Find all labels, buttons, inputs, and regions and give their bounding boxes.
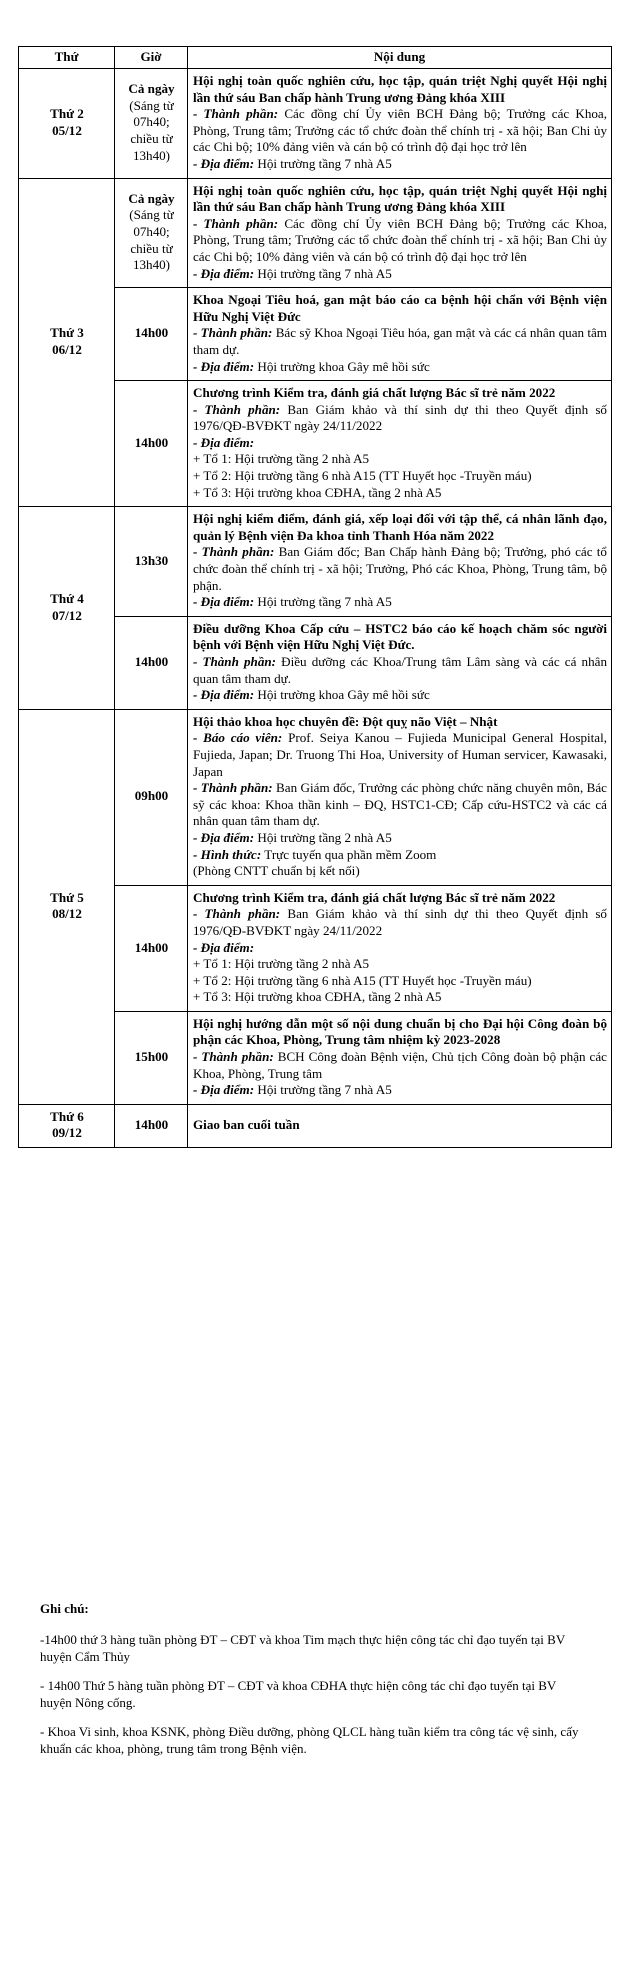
time-label: 14h00	[134, 939, 169, 955]
event-title: Hội nghị kiểm điểm, đánh giá, xếp loại đối với tập thể, cá nhân lãnh đạo, quản lý Bệnh viện Đa khoa tỉnh Thanh Hóa năm 2022	[193, 511, 607, 543]
participants-line: - Thành phần: Các đồng chí Ủy viên BCH Đảng bộ; Trưởng các Khoa, Phòng, Trung tâm; Trưởng các tổ chức đoàn thể chính trị - xã hội; Ban Chi ủy các Chi bộ; 10% đảng viên và cán bộ có trình độ đại học trở lên	[193, 106, 607, 155]
time-label: 14h00	[134, 1117, 169, 1133]
participants-line: - Thành phần: BCH Công đoàn Bệnh viện, Chủ tịch Công đoàn bộ phận các Khoa, Phòng, Trung tâm	[193, 1049, 607, 1081]
table-header-row	[19, 47, 612, 69]
content-cell	[188, 381, 612, 507]
content-cell	[188, 288, 612, 381]
location-line: - Địa điểm: Hội trường tầng 7 nhà A5	[193, 155, 392, 171]
event-title: Hội nghị hướng dẫn một số nội dung chuẩn bị cho Đại hội Công đoàn bộ phận các Khoa, Phòng, Trung tâm nhiệm kỳ 2023-2028	[193, 1015, 607, 1048]
event-title: Chương trình Kiểm tra, đánh giá chất lượng Bác sĩ trẻ năm 2022	[193, 889, 556, 905]
day-cell	[19, 1104, 115, 1147]
event-title: Khoa Ngoại Tiêu hoá, gan mật báo cáo ca bệnh hội chẩn với Bệnh viện Hữu Nghị Việt Đức	[193, 292, 607, 324]
schedule-table	[18, 46, 612, 1148]
table-row	[19, 709, 612, 885]
time-cell	[115, 1104, 188, 1147]
time-cell	[115, 616, 188, 709]
location-line: - Địa điểm:	[193, 939, 255, 955]
time-cell	[115, 507, 188, 617]
content-cell	[188, 1104, 612, 1147]
time-label: Cả ngày	[128, 190, 175, 206]
participants-line: - Thành phần: Ban Giám đốc; Ban Chấp hành Đảng bộ; Trưởng, phó các tổ chức đoàn thể chính trị - xã hội; Trưởng, Phó các Khoa, Phòng, Trung tâm, bộ phận.	[193, 544, 607, 593]
time-cell	[115, 178, 188, 288]
notes-title: Ghi chú:	[40, 1601, 89, 1616]
notes-section	[40, 1600, 580, 1769]
day-date: 09/12	[52, 1125, 82, 1141]
event-title: Hội nghị toàn quốc nghiên cứu, học tập, quán triệt Nghị quyết Hội nghị lần thứ sáu Ban chấp hành Trung ương Đảng khóa XIII	[193, 73, 607, 105]
event-title: Hội nghị toàn quốc nghiên cứu, học tập, quán triệt Nghị quyết Hội nghị lần thứ sáu Ban chấp hành Trung ương Đảng khóa XIII	[193, 182, 607, 215]
day-date: 06/12	[52, 341, 82, 357]
participants-line: - Thành phần: Điều dưỡng các Khoa/Trung tâm Lâm sàng và các cá nhân quan tâm tham dự.	[193, 654, 607, 686]
content-cell	[188, 709, 612, 885]
content-cell	[188, 616, 612, 709]
event-title: Điều dưỡng Khoa Cấp cứu – HSTC2 báo cáo kế hoạch chăm sóc người bệnh với Bệnh viện Hữu Nghị Việt Đức.	[193, 620, 607, 653]
location-sub-2: + Tổ 2: Hội trường tầng 6 nhà A15 (TT Huyết học -Truyền máu)	[193, 468, 532, 484]
time-cell	[115, 709, 188, 885]
format-note: (Phòng CNTT chuẩn bị kết nối)	[193, 863, 360, 879]
content-cell	[188, 1011, 612, 1104]
day-date: 05/12	[52, 122, 82, 138]
day-cell	[19, 709, 115, 1104]
day-date: 08/12	[52, 906, 82, 922]
presenter-line: - Báo cáo viên: Prof. Seiya Kanou – Fujieda Municipal General Hospital, Fujieda, Japan; Dr. Truong Thi Hoa, University of Human servicer, Kawasaki, Japan	[193, 730, 607, 779]
day-cell	[19, 178, 115, 507]
time-cell	[115, 885, 188, 1011]
event-title: Hội thảo khoa học chuyên đề: Đột quỵ não Việt – Nhật	[193, 713, 498, 729]
location-sub-1: + Tổ 1: Hội trường tầng 2 nhà A5	[193, 451, 370, 467]
location-line: - Địa điểm: Hội trường tầng 7 nhà A5	[193, 594, 392, 610]
participants-line: - Thành phần: Bác sỹ Khoa Ngoại Tiêu hóa, gan mật và các cá nhân quan tâm tham dự.	[193, 325, 607, 357]
day-label: Thứ 4	[50, 590, 84, 606]
time-label: 09h00	[134, 788, 169, 804]
header-time: Giờ	[115, 47, 188, 69]
event-title: Giao ban cuối tuần	[193, 1117, 300, 1133]
day-label: Thứ 2	[50, 106, 84, 122]
participants-line: - Thành phần: Ban Giám khảo và thí sinh dự thi theo Quyết định số 1976/QĐ-BVĐKT ngày 24/11/2022	[193, 401, 607, 434]
table-row	[19, 507, 612, 617]
participants-line: - Thành phần: Ban Giám đốc, Trưởng các phòng chức năng chuyên môn, Bác sỹ các khoa: Khoa thần kinh – ĐQ, HSTC1-CĐ; Cấp cứu-HSTC2 và các cá nhân quan tâm tham dự.	[193, 780, 607, 829]
time-cell	[115, 288, 188, 381]
time-label: 15h00	[134, 1049, 169, 1065]
location-line: - Địa điểm: Hội trường khoa Gây mê hồi sức	[193, 358, 430, 374]
location-sub-3: + Tổ 3: Hội trường khoa CĐHA, tầng 2 nhà A5	[193, 989, 442, 1005]
time-label: 14h00	[134, 434, 169, 450]
location-line: - Địa điểm:	[193, 434, 255, 450]
day-label: Thứ 5	[50, 889, 84, 905]
table-row	[19, 69, 612, 179]
header-content: Nội dung	[188, 47, 612, 69]
day-date: 07/12	[52, 607, 82, 623]
location-sub-3: + Tổ 3: Hội trường khoa CĐHA, tầng 2 nhà A5	[193, 484, 442, 500]
day-label: Thứ 3	[50, 325, 84, 341]
event-title: Chương trình Kiểm tra, đánh giá chất lượng Bác sĩ trẻ năm 2022	[193, 385, 556, 401]
time-cell	[115, 69, 188, 179]
time-label: 14h00	[134, 654, 169, 669]
note-item: -14h00 thứ 3 hàng tuần phòng ĐT – CĐT và khoa Tim mạch thực hiện công tác chỉ đạo tuyến tại BV huyện Cẩm Thủy	[40, 1632, 565, 1664]
table-row	[19, 1104, 612, 1147]
location-sub-1: + Tổ 1: Hội trường tầng 2 nhà A5	[193, 956, 370, 972]
header-day: Thứ	[19, 47, 115, 69]
day-cell	[19, 69, 115, 179]
day-label: Thứ 6	[50, 1108, 84, 1124]
location-line: - Địa điểm: Hội trường tầng 2 nhà A5	[193, 829, 392, 845]
location-sub-2: + Tổ 2: Hội trường tầng 6 nhà A15 (TT Huyết học -Truyền máu)	[193, 972, 532, 988]
time-label: 14h00	[134, 325, 169, 341]
note-item: - 14h00 Thứ 5 hàng tuần phòng ĐT – CĐT và khoa CĐHA thực hiện công tác chỉ đạo tuyến tại BV huyện Nông cống.	[40, 1678, 557, 1710]
content-cell	[188, 885, 612, 1011]
table-row	[19, 178, 612, 288]
format-line: - Hình thức: Trực tuyến qua phần mềm Zoom	[193, 846, 437, 862]
time-label: Cả ngày	[128, 81, 175, 97]
time-cell	[115, 1011, 188, 1104]
participants-line: - Thành phần: Ban Giám khảo và thí sinh dự thi theo Quyết định số 1976/QĐ-BVĐKT ngày 24/11/2022	[193, 906, 607, 938]
location-line: - Địa điểm: Hội trường tầng 7 nhà A5	[193, 265, 392, 281]
content-cell	[188, 178, 612, 288]
time-cell	[115, 381, 188, 507]
location-line: - Địa điểm: Hội trường khoa Gây mê hồi sức	[193, 687, 430, 703]
content-cell	[188, 69, 612, 179]
note-item: - Khoa Vi sinh, khoa KSNK, phòng Điều dưỡng, phòng QLCL hàng tuần kiểm tra công tác vệ sinh, cấy khuẩn các khoa, phòng, trung tâm trong Bệnh viện.	[40, 1724, 579, 1756]
time-note: (Sáng từ 07h40; chiều từ 13h40)	[129, 207, 174, 273]
participants-line: - Thành phần: Các đồng chí Ủy viên BCH Đảng bộ; Trưởng các Khoa, Phòng, Trung tâm; Trưởng các tổ chức đoàn thể chính trị - xã hội; Ban Chi ủy các Chi bộ; 10% đảng viên và cán bộ có trình độ đại học trở lên	[193, 215, 607, 264]
time-note: (Sáng từ 07h40; chiều từ 13h40)	[129, 97, 174, 163]
content-cell	[188, 507, 612, 617]
time-label: 13h30	[134, 552, 169, 568]
location-line: - Địa điểm: Hội trường tầng 7 nhà A5	[193, 1082, 392, 1098]
day-cell	[19, 507, 115, 710]
